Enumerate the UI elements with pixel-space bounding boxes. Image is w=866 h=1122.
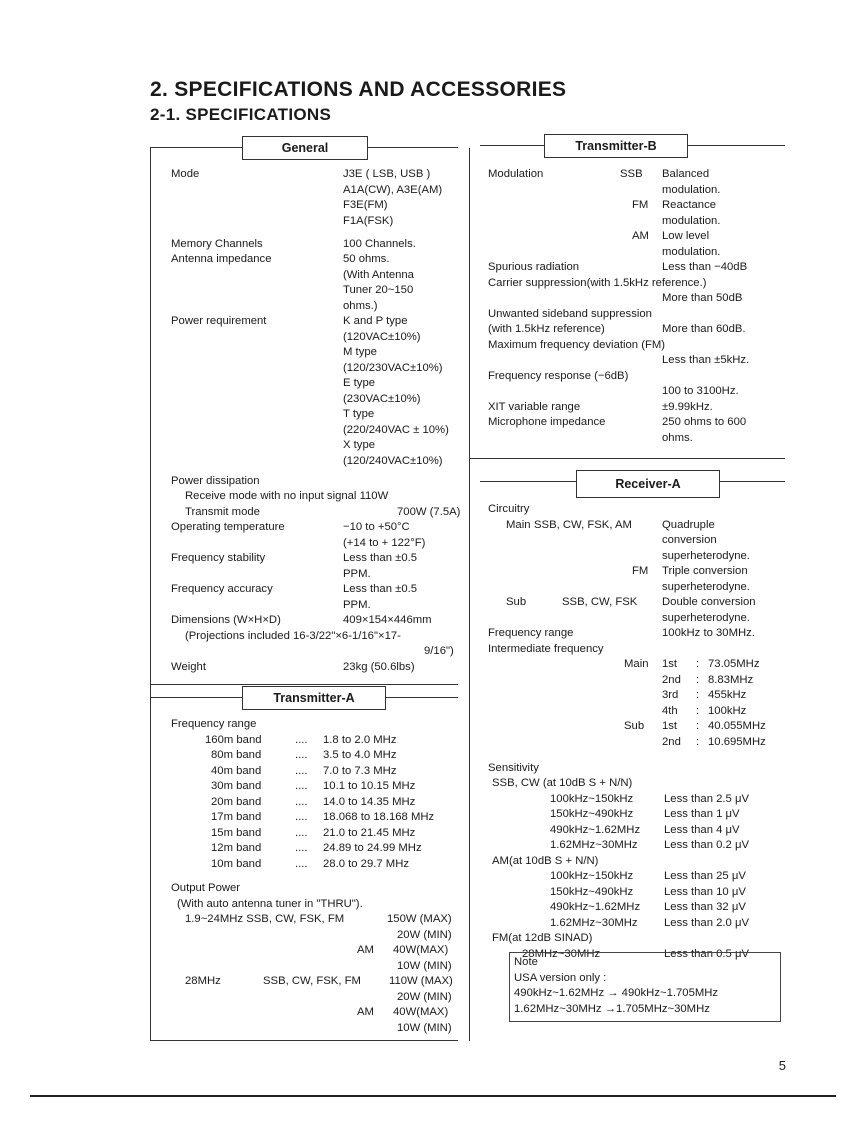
rxa-text: 2nd: [662, 673, 681, 686]
rxa-text: 490kHz~1.62MHz: [550, 823, 641, 836]
txb-text: AM: [632, 230, 649, 242]
txb-text: Unwanted sideband suppression: [488, 307, 652, 320]
general-line: [171, 660, 466, 676]
txa-text: 1.9~24MHz SSB, CW, FSK, FM: [185, 913, 345, 926]
rxa-line: [488, 673, 788, 689]
note-line: [514, 955, 776, 971]
general-text: Transmit mode: [185, 505, 260, 518]
general-bottom-rule: [150, 684, 458, 685]
rxa-line: [488, 518, 788, 534]
general-line: [171, 183, 466, 199]
txb-text: Less than −40dB: [662, 261, 748, 273]
general-text: Weight: [171, 660, 206, 673]
rxa-text: Less than 0.5 μV: [664, 947, 750, 960]
note-box: [509, 952, 781, 1022]
rxa-text: Less than 1 μV: [664, 808, 740, 821]
txa-text: 10m band: [211, 857, 262, 870]
general-line: [171, 345, 466, 361]
rxa-line: [488, 626, 788, 642]
txb-line: [488, 369, 788, 385]
txb-text: Reactance: [662, 199, 717, 211]
rxa-text: superheterodyne.: [662, 611, 750, 624]
txb-text: FM: [632, 199, 649, 211]
general-text: J3E ( LSB, USB ): [343, 168, 431, 180]
rxa-text: AM(at 10dB S + N/N): [492, 854, 599, 867]
general-text: Less than ±0.5: [343, 583, 418, 596]
general-text: PPM.: [343, 598, 371, 611]
rxa-text: 100kHz~150kHz: [550, 870, 634, 883]
txa-text: AM: [357, 944, 374, 957]
rxa-text: Sub: [624, 720, 645, 732]
general-line: [171, 299, 466, 315]
general-text: (With Antenna: [343, 268, 414, 281]
general-text: 409×154×446mm: [343, 614, 432, 627]
txa-line: [171, 795, 466, 811]
rxa-text: :: [696, 704, 700, 717]
txb-text: SSB: [620, 168, 643, 180]
general-line: [171, 474, 466, 490]
txb-text: Less than ±5kHz.: [662, 354, 750, 366]
txb-line: [488, 291, 788, 307]
txb-text: Modulation: [488, 168, 544, 180]
general-line: [171, 237, 466, 253]
note-line: [514, 1002, 776, 1018]
general-text: Frequency stability: [171, 552, 266, 565]
txa-line: [171, 733, 466, 749]
general-text: (Projections included 16-3/22"×6-1/16"×17-: [185, 629, 401, 642]
general-line: [171, 268, 466, 284]
txa-text: ....: [295, 733, 308, 746]
chapter-title: 2. SPECIFICATIONS AND ACCESSORIES: [150, 78, 567, 101]
general-line: [171, 330, 466, 346]
rxa-line: [488, 776, 788, 792]
transmitter-b-specs: [488, 167, 788, 457]
general-line: [171, 214, 466, 230]
txa-text: 17m band: [211, 811, 262, 823]
txa-line: [171, 810, 466, 826]
general-text: K and P type: [343, 315, 408, 328]
txa-text: 1.8 to 2.0 MHz: [323, 733, 397, 746]
txb-line: [488, 431, 788, 447]
rxa-line: [488, 916, 788, 932]
general-line: [171, 438, 466, 454]
general-text: Receive mode with no input signal 110W: [185, 490, 389, 503]
txb-line: [488, 245, 788, 261]
general-text: T type: [343, 408, 375, 421]
txa-text: 20W (MIN): [397, 928, 452, 941]
txa-text: 7.0 to 7.3 MHz: [323, 764, 397, 777]
txb-line: [488, 384, 788, 400]
general-title: General: [242, 136, 368, 160]
general-text: Dimensions (W×H×D): [171, 614, 281, 627]
rxa-line: [488, 735, 788, 751]
transmitter-b-bottom-rule: [470, 458, 785, 459]
rxa-line: [488, 533, 788, 549]
txa-text: 21.0 to 21.45 MHz: [323, 826, 416, 839]
rxa-text: Double conversion: [662, 596, 756, 608]
txb-line: [488, 276, 788, 292]
txb-text: Low level: [662, 230, 710, 242]
general-text: 50 ohms.: [343, 253, 390, 266]
rxa-text: conversion: [662, 534, 717, 546]
txa-text: 10W (MIN): [397, 959, 452, 972]
rxa-line: [488, 580, 788, 596]
rxa-line: [488, 719, 788, 735]
txa-text: ....: [295, 749, 308, 761]
rxa-text: Less than 10 μV: [664, 885, 746, 898]
txb-text: modulation.: [662, 183, 721, 196]
general-line: [171, 489, 466, 505]
transmitter-b-title: Transmitter-B: [544, 134, 688, 158]
txb-text: 250 ohms to 600: [662, 416, 747, 428]
transmitter-a-title: Transmitter-A: [242, 686, 386, 710]
rxa-text: Less than 2.5 μV: [664, 792, 750, 805]
txa-text: ....: [295, 795, 308, 808]
transmitter-a-bottom-rule: [150, 1040, 458, 1041]
general-text: (120/230VAC±10%): [343, 361, 443, 374]
general-text: M type: [343, 346, 377, 359]
note-text: 1.62MHz~30MHz →1.705MHz~30MHz: [514, 1002, 710, 1015]
txa-line: [171, 717, 466, 733]
general-text: (220/240VAC ± 10%): [343, 423, 449, 436]
rxa-text: Intermediate frequency: [488, 642, 604, 655]
txa-text: 3.5 to 4.0 MHz: [323, 749, 397, 761]
txb-line: [488, 400, 788, 416]
general-text: ohms.): [343, 299, 378, 312]
general-line: [171, 644, 466, 660]
rxa-line: [488, 823, 788, 839]
txa-text: ....: [295, 764, 308, 777]
general-text: (230VAC±10%): [343, 392, 421, 405]
txa-line: [171, 897, 466, 913]
transmitter-a-header: [150, 686, 458, 710]
general-text: PPM.: [343, 567, 371, 580]
txb-line: [488, 415, 788, 431]
txa-text: 10W (MIN): [397, 1021, 452, 1034]
rxa-text: 8.83MHz: [708, 673, 754, 686]
rxa-line: [488, 688, 788, 704]
rxa-text: Quadruple: [662, 518, 715, 531]
general-line: [171, 314, 466, 330]
txb-text: Spurious radiation: [488, 261, 580, 273]
rxa-text: :: [696, 673, 700, 686]
rxa-text: Circuitry: [488, 503, 530, 515]
general-text: Power requirement: [171, 315, 267, 328]
rxa-text: :: [696, 720, 700, 732]
general-header: [150, 136, 458, 160]
general-line: [171, 598, 466, 614]
rxa-text: 1.62MHz~30MHz: [550, 839, 638, 852]
txb-text: More than 60dB.: [662, 323, 746, 335]
receiver-a-specs: [488, 502, 788, 960]
txa-text: 110W (MAX): [389, 975, 453, 988]
txb-line: [488, 167, 788, 183]
txa-text: ....: [295, 780, 308, 792]
txa-text: ....: [295, 842, 308, 854]
general-line: [171, 392, 466, 408]
rxa-text: 150kHz~490kHz: [550, 885, 634, 898]
general-line: [171, 376, 466, 392]
rxa-text: Less than 0.2 μV: [664, 839, 750, 852]
txa-text: 80m band: [211, 749, 262, 761]
general-text: Less than ±0.5: [343, 552, 418, 565]
general-text: Memory Channels: [171, 237, 263, 250]
txb-text: 100 to 3100Hz.: [662, 385, 739, 397]
txb-line: [488, 338, 788, 354]
txa-line: [171, 959, 466, 975]
general-text: Frequency accuracy: [171, 583, 273, 596]
txa-text: 15m band: [211, 826, 262, 839]
txa-text: 30m band: [211, 780, 262, 792]
note-content: [514, 955, 776, 1017]
general-text: (120/240VAC±10%): [343, 454, 443, 467]
rxa-text: :: [696, 689, 700, 701]
rxa-text: Triple conversion: [662, 565, 748, 577]
txb-line: [488, 214, 788, 230]
txb-text: Maximum frequency deviation (FM): [488, 338, 666, 351]
rxa-text: 40.055MHz: [708, 720, 766, 732]
txa-text: ....: [295, 826, 308, 839]
general-text: F3E(FM): [343, 199, 388, 211]
txa-text: 28MHz: [185, 975, 221, 988]
rxa-line: [488, 611, 788, 627]
txa-line: [171, 928, 466, 944]
txa-line: [171, 857, 466, 873]
rxa-text: Less than 2.0 μV: [664, 916, 750, 929]
general-line: [171, 454, 466, 470]
rxa-line: [488, 900, 788, 916]
general-text: Antenna impedance: [171, 253, 272, 266]
rxa-text: SSB, CW (at 10dB S + N/N): [492, 777, 633, 790]
rxa-text: Less than 32 μV: [664, 901, 746, 914]
rxa-line: [488, 657, 788, 673]
rxa-text: 150kHz~490kHz: [550, 808, 634, 821]
txb-text: (with 1.5kHz reference): [488, 323, 605, 335]
note-text: USA version only :: [514, 971, 607, 984]
rxa-text: 100kHz to 30MHz.: [662, 627, 755, 639]
rxa-line: [488, 931, 788, 947]
txa-text: 24.89 to 24.99 MHz: [323, 842, 422, 854]
rxa-text: 2nd: [662, 735, 681, 748]
rxa-text: 100kHz~150kHz: [550, 792, 634, 805]
general-text: Operating temperature: [171, 521, 285, 534]
general-text: 700W (7.5A): [397, 505, 461, 518]
txa-text: SSB, CW, FSK, FM: [263, 975, 361, 988]
general-line: [171, 423, 466, 439]
rxa-line: [488, 807, 788, 823]
general-line: [171, 198, 466, 214]
general-text: Power dissipation: [171, 474, 260, 487]
general-line: [171, 551, 466, 567]
general-line: [171, 361, 466, 377]
txa-line: [171, 748, 466, 764]
left-border: [150, 148, 151, 1041]
rxa-text: SSB, CW, FSK, AM: [534, 518, 632, 531]
txb-text: Balanced: [662, 168, 710, 180]
rxa-text: Sub: [506, 596, 527, 608]
txb-line: [488, 353, 788, 369]
txa-text: 14.0 to 14.35 MHz: [323, 795, 416, 808]
rxa-text: 73.05MHz: [708, 658, 760, 670]
general-line: [171, 407, 466, 423]
txa-text: 160m band: [205, 733, 262, 746]
general-line: [171, 283, 466, 299]
txa-text: Frequency range: [171, 718, 257, 730]
txa-line: [171, 990, 466, 1006]
txa-line: [171, 764, 466, 780]
note-text: Note: [514, 956, 538, 968]
txa-line: [171, 779, 466, 795]
rxa-line: [488, 642, 788, 658]
txa-line: [171, 974, 466, 990]
txa-text: 20W (MIN): [397, 990, 452, 1003]
general-text: A1A(CW), A3E(AM): [343, 183, 443, 196]
txa-line: [171, 881, 466, 897]
rxa-text: superheterodyne.: [662, 580, 750, 593]
rxa-text: Main: [506, 518, 531, 531]
rxa-text: 1.62MHz~30MHz: [550, 916, 638, 929]
rxa-text: FM(at 12dB SINAD): [492, 932, 593, 945]
general-line: [171, 629, 466, 645]
rxa-text: 1st: [662, 658, 678, 670]
rxa-line: [488, 564, 788, 580]
note-line: [514, 986, 776, 1002]
rxa-text: 1st: [662, 720, 678, 732]
rxa-line: [488, 869, 788, 885]
rxa-text: 4th: [662, 704, 678, 717]
txa-text: 20m band: [211, 795, 262, 808]
rxa-text: 10.695MHz: [708, 735, 766, 748]
txa-text: 28.0 to 29.7 MHz: [323, 857, 410, 870]
txb-text: modulation.: [662, 245, 721, 258]
rxa-text: 28MHz~30MHz: [522, 947, 601, 960]
txa-text: ....: [295, 857, 308, 870]
column-divider: [469, 148, 470, 1041]
txa-line: [171, 943, 466, 959]
txa-text: AM: [357, 1006, 374, 1019]
txb-text: Carrier suppression(with 1.5kHz reference.): [488, 276, 707, 289]
txb-line: [488, 307, 788, 323]
rxa-text: :: [696, 735, 700, 748]
txa-text: 40W(MAX): [393, 1006, 449, 1019]
rxa-line: [488, 885, 788, 901]
rxa-text: 455kHz: [708, 689, 747, 701]
rxa-line: [488, 838, 788, 854]
txb-text: More than 50dB: [662, 292, 743, 304]
rxa-text: 3rd: [662, 689, 679, 701]
general-line: [171, 167, 466, 183]
rxa-text: FM: [632, 565, 649, 577]
txa-text: (With auto antenna tuner in "THRU").: [177, 897, 363, 910]
general-text: 9/16"): [424, 645, 454, 658]
txa-line: [171, 841, 466, 857]
general-line: [171, 536, 466, 552]
txa-text: 10.1 to 10.15 MHz: [323, 780, 416, 792]
general-line: [171, 505, 466, 521]
rxa-line: [488, 854, 788, 870]
general-text: F1A(FSK): [343, 214, 394, 227]
general-text: (+14 to + 122°F): [343, 536, 426, 549]
general-specs: [171, 167, 466, 687]
txa-line: [171, 1021, 466, 1037]
general-text: −10 to +50°C: [343, 521, 410, 534]
txa-line: [171, 826, 466, 842]
txb-text: ±9.99kHz.: [662, 400, 713, 413]
rxa-line: [488, 595, 788, 611]
rxa-text: Sensitivity: [488, 761, 539, 774]
general-line: [171, 520, 466, 536]
txb-line: [488, 260, 788, 276]
bottom-rule: [30, 1095, 836, 1097]
general-line: [171, 582, 466, 598]
rxa-text: Less than 25 μV: [664, 870, 746, 883]
general-text: E type: [343, 377, 376, 390]
rxa-line: [488, 549, 788, 565]
txa-text: 40W(MAX): [393, 944, 449, 957]
rxa-text: 100kHz: [708, 704, 747, 717]
txa-text: Output Power: [171, 882, 241, 895]
txa-text: 18.068 to 18.168 MHz: [323, 811, 435, 823]
general-line: [171, 252, 466, 268]
txa-text: 40m band: [211, 764, 262, 777]
transmitter-a-specs: [171, 717, 466, 1042]
rxa-line: [488, 704, 788, 720]
rxa-text: superheterodyne.: [662, 549, 750, 562]
txb-text: ohms.: [662, 431, 693, 444]
note-text: 490kHz~1.62MHz → 490kHz~1.705MHz: [514, 987, 719, 999]
rxa-line: [488, 792, 788, 808]
general-text: Tuner 20~150: [343, 284, 414, 297]
txb-text: XIT variable range: [488, 400, 581, 413]
note-line: [514, 971, 776, 987]
rxa-text: Frequency range: [488, 627, 574, 639]
txb-line: [488, 198, 788, 214]
transmitter-b-header: [480, 134, 785, 158]
general-text: (120VAC±10%): [343, 330, 421, 343]
txa-text: 150W (MAX): [387, 913, 452, 926]
txa-text: ....: [295, 811, 308, 823]
rxa-text: SSB, CW, FSK: [562, 596, 638, 608]
txb-text: Frequency response (−6dB): [488, 369, 629, 382]
txa-line: [171, 912, 466, 928]
txa-text: 12m band: [211, 842, 262, 854]
rxa-text: Main: [624, 658, 649, 670]
general-line: [171, 613, 466, 629]
txb-line: [488, 322, 788, 338]
general-text: 23kg (50.6lbs): [343, 660, 415, 673]
general-text: Mode: [171, 168, 200, 180]
txb-text: Microphone impedance: [488, 416, 606, 428]
rxa-line: [488, 502, 788, 518]
receiver-a-title: Receiver-A: [576, 470, 720, 498]
txb-text: modulation.: [662, 214, 721, 227]
rxa-text: 490kHz~1.62MHz: [550, 901, 641, 914]
general-line: [171, 567, 466, 583]
general-text: 100 Channels.: [343, 237, 416, 250]
general-text: X type: [343, 439, 376, 452]
rxa-text: Less than 4 μV: [664, 823, 740, 836]
section-title: 2-1. SPECIFICATIONS: [150, 105, 332, 124]
page-number: 5: [778, 1058, 786, 1073]
rxa-text: :: [696, 658, 700, 670]
txb-line: [488, 229, 788, 245]
rxa-line: [488, 761, 788, 777]
receiver-a-header: [480, 470, 785, 494]
txb-line: [488, 183, 788, 199]
txa-line: [171, 1005, 466, 1021]
